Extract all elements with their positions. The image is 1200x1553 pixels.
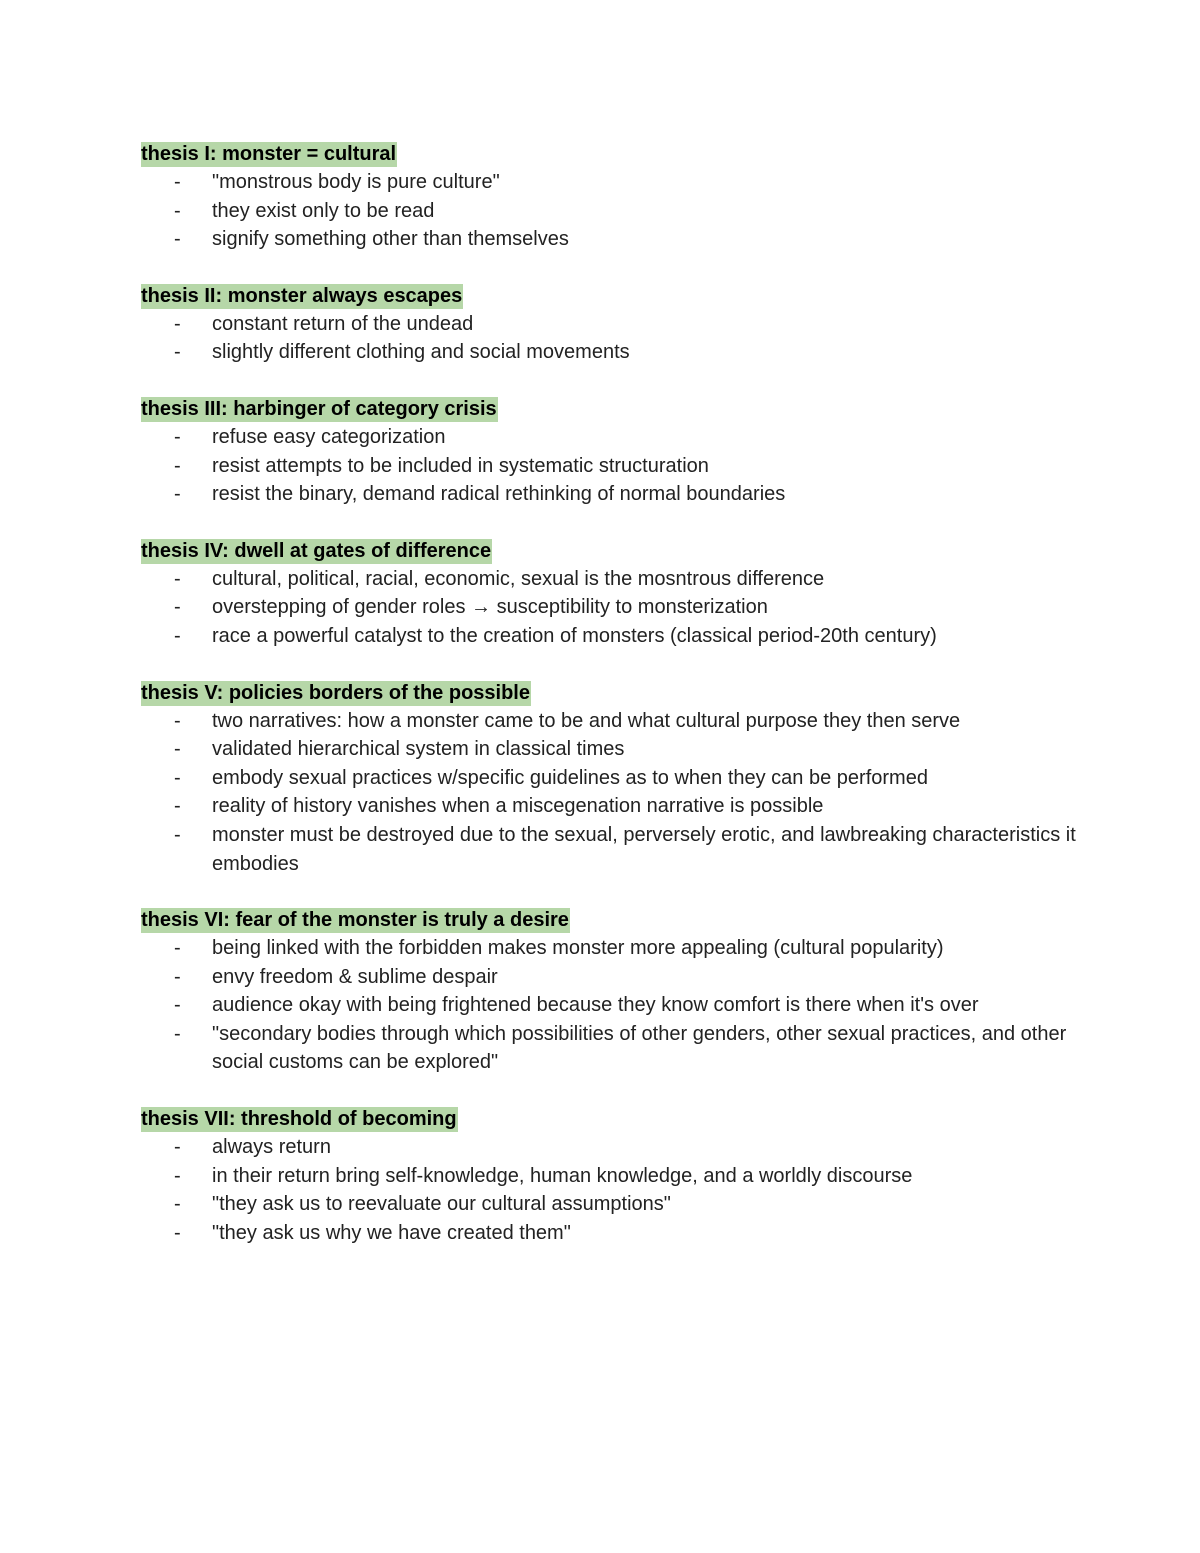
bullet-list [141, 707, 1081, 879]
thesis-section-4 [141, 537, 1081, 651]
thesis-section-2 [141, 282, 1081, 367]
dash-bullet: - [174, 823, 181, 846]
dash-bullet: - [174, 1164, 181, 1187]
list-item: - "they ask us why we have created them" [141, 1219, 1081, 1248]
list-item: - refuse easy categorization [141, 423, 1081, 452]
dash-bullet: - [174, 454, 181, 477]
bullet-list [141, 565, 1081, 651]
dash-bullet: - [174, 937, 181, 960]
thesis-section-7 [141, 1105, 1081, 1247]
list-item: - validated hierarchical system in classical times [141, 735, 1081, 764]
list-item: - signify something other than themselves [141, 225, 1081, 254]
dash-bullet: - [174, 994, 181, 1017]
section-heading: thesis II: monster always escapes [141, 284, 463, 307]
dash-bullet: - [174, 766, 181, 789]
section-heading: thesis III: harbinger of category crisis [141, 397, 497, 420]
dash-bullet: - [174, 425, 181, 448]
list-item: - "secondary bodies through which possibilities of other genders, other sexual practices, and other social customs can be explored" [141, 1020, 1081, 1077]
thesis-section-6 [141, 906, 1081, 1077]
list-item: - being linked with the forbidden makes monster more appealing (cultural popularity) [141, 934, 1081, 963]
list-item: - race a powerful catalyst to the creation of monsters (classical period-20th century) [141, 622, 1081, 651]
section-heading: thesis V: policies borders of the possible [141, 681, 530, 704]
dash-bullet: - [174, 228, 181, 251]
section-heading: thesis VII: threshold of becoming [141, 1108, 457, 1131]
list-item: - reality of history vanishes when a miscegenation narrative is possible [141, 792, 1081, 821]
list-item: - embody sexual practices w/specific guidelines as to when they can be performed [141, 764, 1081, 793]
list-item: - they exist only to be read [141, 197, 1081, 226]
dash-bullet: - [174, 596, 181, 619]
list-item: - resist the binary, demand radical rethinking of normal boundaries [141, 480, 1081, 509]
list-item: - monster must be destroyed due to the sexual, perversely erotic, and lawbreaking characteristics it embodies [141, 821, 1081, 878]
list-item: - envy freedom & sublime despair [141, 963, 1081, 992]
bullet-list [141, 423, 1081, 509]
dash-bullet: - [174, 567, 181, 590]
section-heading: thesis IV: dwell at gates of difference [141, 539, 492, 562]
list-item: - slightly different clothing and social movements [141, 338, 1081, 367]
document-page [141, 140, 1081, 1275]
dash-bullet: - [174, 738, 181, 761]
list-item: - two narratives: how a monster came to be and what cultural purpose they then serve [141, 707, 1081, 736]
dash-bullet: - [174, 1136, 181, 1159]
list-item: - "they ask us to reevaluate our cultural assumptions" [141, 1190, 1081, 1219]
dash-bullet: - [174, 171, 181, 193]
bullet-list [141, 168, 1081, 254]
bullet-list [141, 310, 1081, 367]
dash-bullet: - [174, 483, 181, 506]
section-heading: thesis I: monster = cultural [141, 143, 397, 165]
dash-bullet: - [174, 199, 181, 222]
list-item: - always return [141, 1133, 1081, 1162]
bullet-list [141, 934, 1081, 1077]
list-item: - resist attempts to be included in systematic structuration [141, 452, 1081, 481]
list-item: - in their return bring self-knowledge, human knowledge, and a worldly discourse [141, 1162, 1081, 1191]
thesis-section-5 [141, 679, 1081, 879]
dash-bullet: - [174, 624, 181, 647]
dash-bullet: - [174, 795, 181, 818]
dash-bullet: - [174, 1193, 181, 1216]
bullet-list [141, 1133, 1081, 1247]
list-item: - cultural, political, racial, economic, sexual is the mosntrous difference [141, 565, 1081, 594]
list-item: - overstepping of gender roles → susceptibility to monsterization [141, 593, 1081, 622]
thesis-section-1 [141, 140, 1081, 254]
dash-bullet: - [174, 965, 181, 988]
dash-bullet: - [174, 1221, 181, 1244]
thesis-section-3 [141, 395, 1081, 509]
list-item: - "monstrous body is pure culture" [141, 168, 1081, 197]
section-heading: thesis VI: fear of the monster is truly a desire [141, 909, 569, 932]
dash-bullet: - [174, 312, 181, 335]
list-item: - constant return of the undead [141, 310, 1081, 339]
dash-bullet: - [174, 1022, 181, 1045]
dash-bullet: - [174, 709, 181, 732]
dash-bullet: - [174, 341, 181, 364]
list-item: - audience okay with being frightened because they know comfort is there when it's over [141, 991, 1081, 1020]
